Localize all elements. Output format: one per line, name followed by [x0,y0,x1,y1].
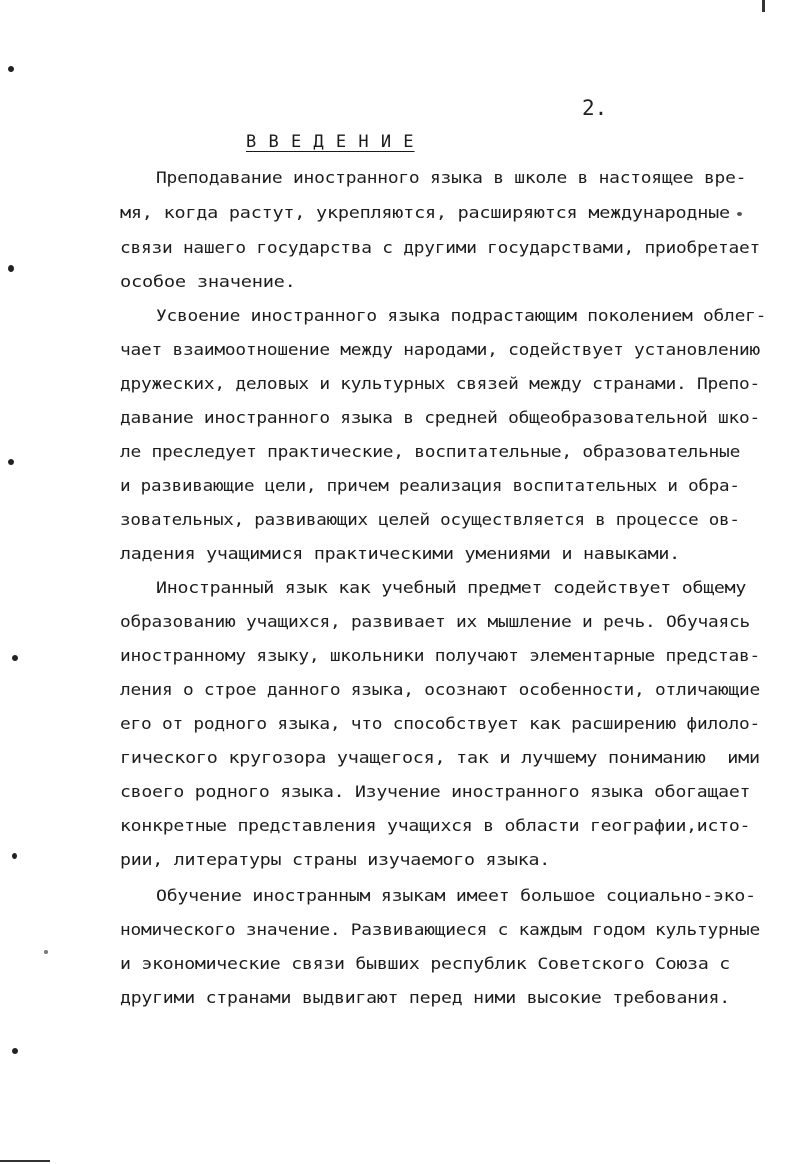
body-line: мя, когда растут, укрепляются, расширяются международные [120,203,730,222]
body-line: и экономические связи бывших республик Советского Союза с [120,954,730,973]
page-number: 2. [582,96,608,120]
body-line: ле преследует практические, воспитательные, образовательные [120,442,741,461]
scan-edge [762,0,765,12]
body-line: давание иностранного языка в средней общеобразовательной шко- [120,408,760,427]
scan-speck [8,459,14,465]
body-line: Усвоение иностранного языка подрастающим поколением облег- [156,306,767,325]
body-line: зовательных, развивающих целей осуществляется в процессе ов- [120,510,740,529]
scan-edge [0,1160,50,1162]
body-line: его от родного языка, что способствует как расширению филоло- [120,714,760,733]
scan-speck [8,66,14,72]
body-line: Иностранный язык как учебный предмет содействует общему [156,578,747,597]
body-line: чает взаимоотношение между народами, содействует установлению [120,340,760,359]
scan-speck [12,1048,18,1054]
body-line: номического значение. Развивающиеся с каждым годом культурные [120,920,760,939]
body-line: другими странами выдвигают перед ними высокие требования. [120,988,730,1007]
section-heading: В В Е Д Е Н И Е [246,132,415,152]
body-line: рии, литературы страны изучаемого языка. [120,850,550,869]
body-line: Преподавание иностранного языка в школе в настоящее вре- [156,168,747,187]
scan-speck [8,265,14,272]
body-line: связи нашего государства с другими государствами, приобретает [120,238,760,257]
body-line: Обучение иностранным языкам имеет большое социально-эко- [156,886,756,905]
scan-speck [12,655,18,661]
body-line: особое значение. [120,272,296,291]
scan-speck [12,853,17,859]
body-line: иностранному языку, школьники получают элементарные представ- [120,646,760,665]
body-line: ладения учащимися практическими умениями и навыками. [120,544,680,563]
body-line: своего родного языка. Изучение иностранного языка обогащает [120,782,751,801]
body-line: гического кругозора учащегося, так и лучшему пониманию ими [120,748,760,767]
body-line: образованию учащихся, развивает их мышление и речь. Обучаясь [120,612,751,631]
body-line: ления о строе данного языка, осознают особенности, отличающие [120,680,760,699]
scan-speck [737,212,742,216]
body-line: дружеских, деловых и культурных связей между странами. Препо- [120,374,760,393]
body-line: конкретные представления учащихся в области географии,исто- [120,816,751,835]
scan-speck [44,950,48,954]
body-line: и развивающие цели, причем реализация воспитательных и обра- [120,476,740,495]
